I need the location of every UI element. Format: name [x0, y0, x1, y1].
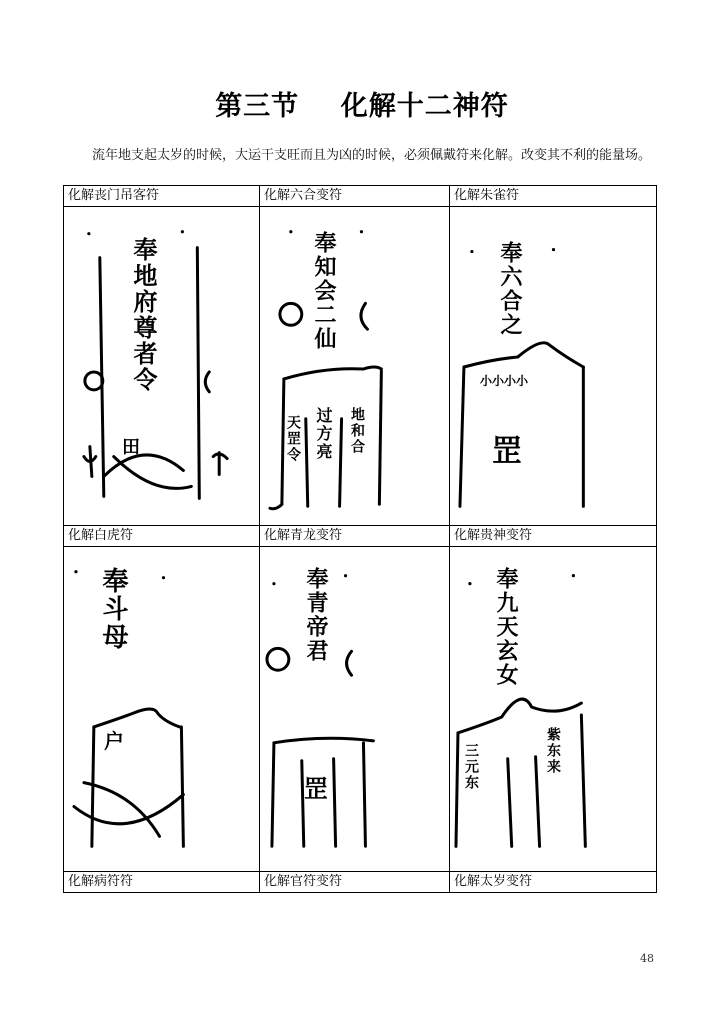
talisman-text: 天罡令 — [285, 415, 301, 463]
moon-icon — [347, 651, 352, 675]
talisman-text: 奉六合之 — [497, 241, 522, 337]
talisman-frame — [64, 547, 259, 871]
talisman-text: 田 — [122, 437, 140, 458]
talisman-table — [63, 185, 657, 893]
talisman-frame — [450, 207, 656, 525]
talisman-cell — [64, 547, 260, 872]
talisman-text: 罡 — [304, 775, 328, 803]
cell-label: 化解太岁变符 — [450, 872, 657, 893]
talisman-frame — [64, 207, 259, 525]
label-row-1 — [64, 186, 657, 207]
talisman-text: 户 — [104, 729, 124, 753]
cell-label: 化解官符变符 — [260, 872, 450, 893]
talisman-frame — [450, 547, 656, 871]
cell-label: 化解朱雀符 — [450, 186, 657, 207]
talisman-text: 紫东来 — [545, 727, 561, 775]
talisman-text: 三元东 — [463, 743, 479, 791]
talisman-text: 奉青帝君 — [303, 567, 328, 663]
moon-icon — [205, 372, 209, 392]
cell-label: 化解病符符 — [64, 872, 260, 893]
talisman-text: 过方亮 — [314, 407, 333, 461]
sun-icon — [267, 648, 289, 670]
talisman-text: 奉地府尊者令 — [129, 237, 157, 393]
talisman-cell — [450, 547, 657, 872]
intro-paragraph: 流年地支起太岁的时候，大运干支旺而且为凶的时候，必须佩戴符来化解。改变其不利的能量场。 — [92, 148, 652, 163]
talisman-text: 地和合 — [349, 407, 365, 455]
talisman-cell — [64, 207, 260, 526]
talisman-text: 奉知会二仙 — [311, 231, 336, 351]
talisman-text: 奉九天玄女 — [493, 567, 518, 687]
cell-label: 化解贵神变符 — [450, 526, 657, 547]
sun-icon — [280, 303, 302, 325]
cell-label: 化解白虎符 — [64, 526, 260, 547]
talisman-text: 奉斗母 — [98, 567, 128, 651]
page-number: 48 — [640, 952, 654, 965]
talisman-frame — [260, 207, 449, 525]
cell-label: 化解六合变符 — [260, 186, 450, 207]
sun-icon — [85, 372, 103, 390]
talisman-text: 小小小小 — [480, 374, 529, 388]
talisman-frame — [260, 547, 449, 871]
label-row-2 — [64, 526, 657, 547]
talisman-cell — [260, 207, 450, 526]
talisman-cell — [260, 547, 450, 872]
talisman-cell — [450, 207, 657, 526]
cell-label: 化解青龙变符 — [260, 526, 450, 547]
talisman-text: 罡 — [492, 434, 522, 469]
moon-icon — [361, 303, 368, 329]
talisman-row-1 — [64, 207, 657, 526]
talisman-row-2 — [64, 547, 657, 872]
page-title: 第三节 化解十二神符 — [215, 91, 509, 122]
cell-label: 化解丧门吊客符 — [64, 186, 260, 207]
label-row-3 — [64, 872, 657, 893]
